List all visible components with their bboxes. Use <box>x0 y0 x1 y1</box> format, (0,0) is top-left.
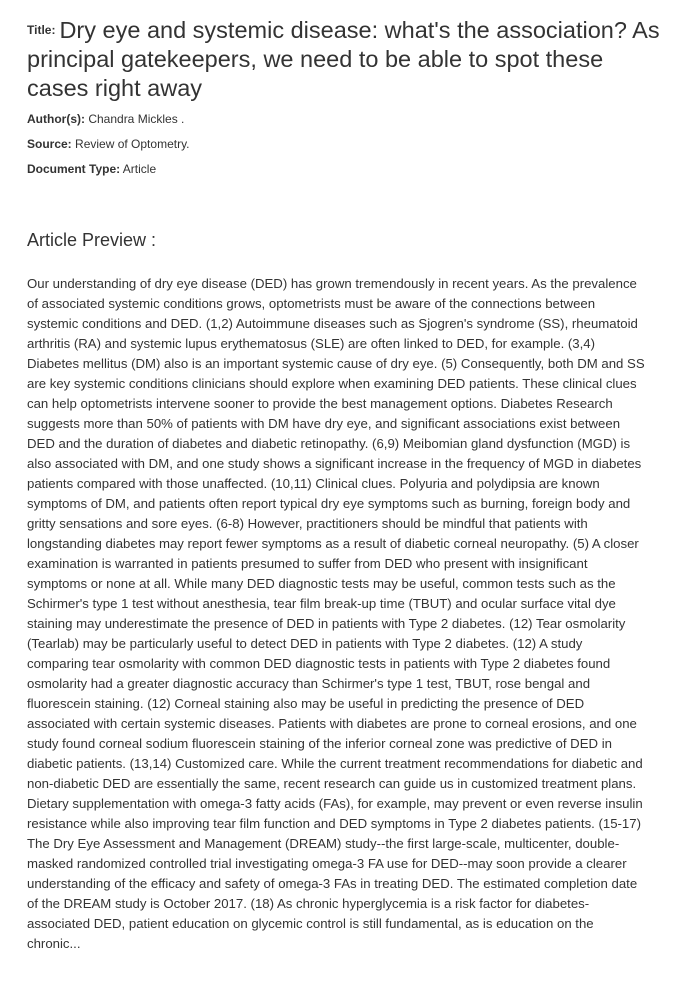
article-title: Dry eye and systemic disease: what's the association? As principal gatekeepers, we need to be able to spot these cases right away <box>27 17 660 101</box>
document-type-value: Article <box>122 162 157 176</box>
author-value: Chandra Mickles . <box>88 112 185 126</box>
article-preview-body: Our understanding of dry eye disease (DED) has grown tremendously in recent years. As the prevalence of associated systemic conditions grows, optometrists must be aware of the connections between systemic conditions and DED. (1,2) Autoimmune diseases such as Sjogren's syndrome (SS), rheumatoid arthritis (RA) and systemic lupus erythematosus (SLE) are often linked to DED, for example. (3,4) Diabetes mellitus (DM) also is an important systemic cause of dry eye. (5) Consequently, both DM and SS are key systemic conditions clinicians should explore when examining DED patients. These clinical clues can help optometrists intervene sooner to provide the best management options. Diabetes Research suggests more than 50% of patients with DM have dry eye, and significant associations exist between DED and the duration of diabetes and diabetic retinopathy. (6,9) Meibomian gland dysfunction (MGD) is also associated with DM, and one study shows a significant increase in the frequency of MGD in diabetes patients compared with those unaffected. (10,11) Clinical clues. Polyuria and polydipsia are known symptoms of DM, and patients often report typical dry eye symptoms such as burning, foreign body and gritty sensations and sore eyes. (6-8) However, practitioners should be mindful that patients with longstanding diabetes may report fewer symptoms as a result of diabetic corneal neuropathy. (5) A closer examination is warranted in patients presumed to suffer from DED who present with insignificant symptoms or none at all. While many DED diagnostic tests may be useful, common tests such as the Schirmer's type 1 test without anesthesia, tear film break-up time (TBUT) and ocular surface vital dye staining may underestimate the presence of DED in patients with Type 2 diabetes. (12) Tear osmolarity (Tearlab) may be particularly useful to detect DED in patients with Type 2 diabetes. (12) A study comparing tear osmolarity with common DED diagnostic tests in patients with Type 2 diabetes found osmolarity had a greater diagnostic accuracy than Schirmer's type 1 test, TBUT, rose bengal and fluorescein staining. (12) Corneal staining also may be useful in predicting the presence of DED associated with certain systemic diseases. Patients with diabetes are prone to corneal erosions, and one study found corneal sodium fluorescein staining of the inferior corneal zone was predictive of DED in diabetic patients. (13,14) Customized care. While the current treatment recommendations for diabetic and non-diabetic DED are essentially the same, recent research can guide us in customized treatment plans. Dietary supplementation with omega-3 fatty acids (FAs), for example, may prevent or even reverse insulin resistance while also improving tear film function and DED symptoms in Type 2 diabetes patients. (15-17) The Dry Eye Assessment and Management (DREAM) study--the first large-scale, multicenter, double-masked randomized controlled trial investigating omega-3 FA use for DED--may soon provide a clearer understanding of the efficacy and safety of omega-3 FAs in treating DED. The estimated completion date of the DREAM study is October 2017. (18) As chronic hyperglycemia is a risk factor for diabetes-associated DED, patient education on glycemic control is still fundamental, as is education on the chronic... <box>27 276 645 951</box>
document-type-row <box>27 161 667 177</box>
author-label: Author(s): <box>27 112 85 126</box>
article-title-block <box>27 16 667 103</box>
source-label: Source: <box>27 137 72 151</box>
title-label: Title: <box>27 23 56 37</box>
article-preview-heading: Article Preview : <box>27 230 157 250</box>
author-row <box>27 111 667 127</box>
document-type-label: Document Type: <box>27 162 121 176</box>
source-row <box>27 136 667 152</box>
source-value: Review of Optometry. <box>75 137 190 151</box>
